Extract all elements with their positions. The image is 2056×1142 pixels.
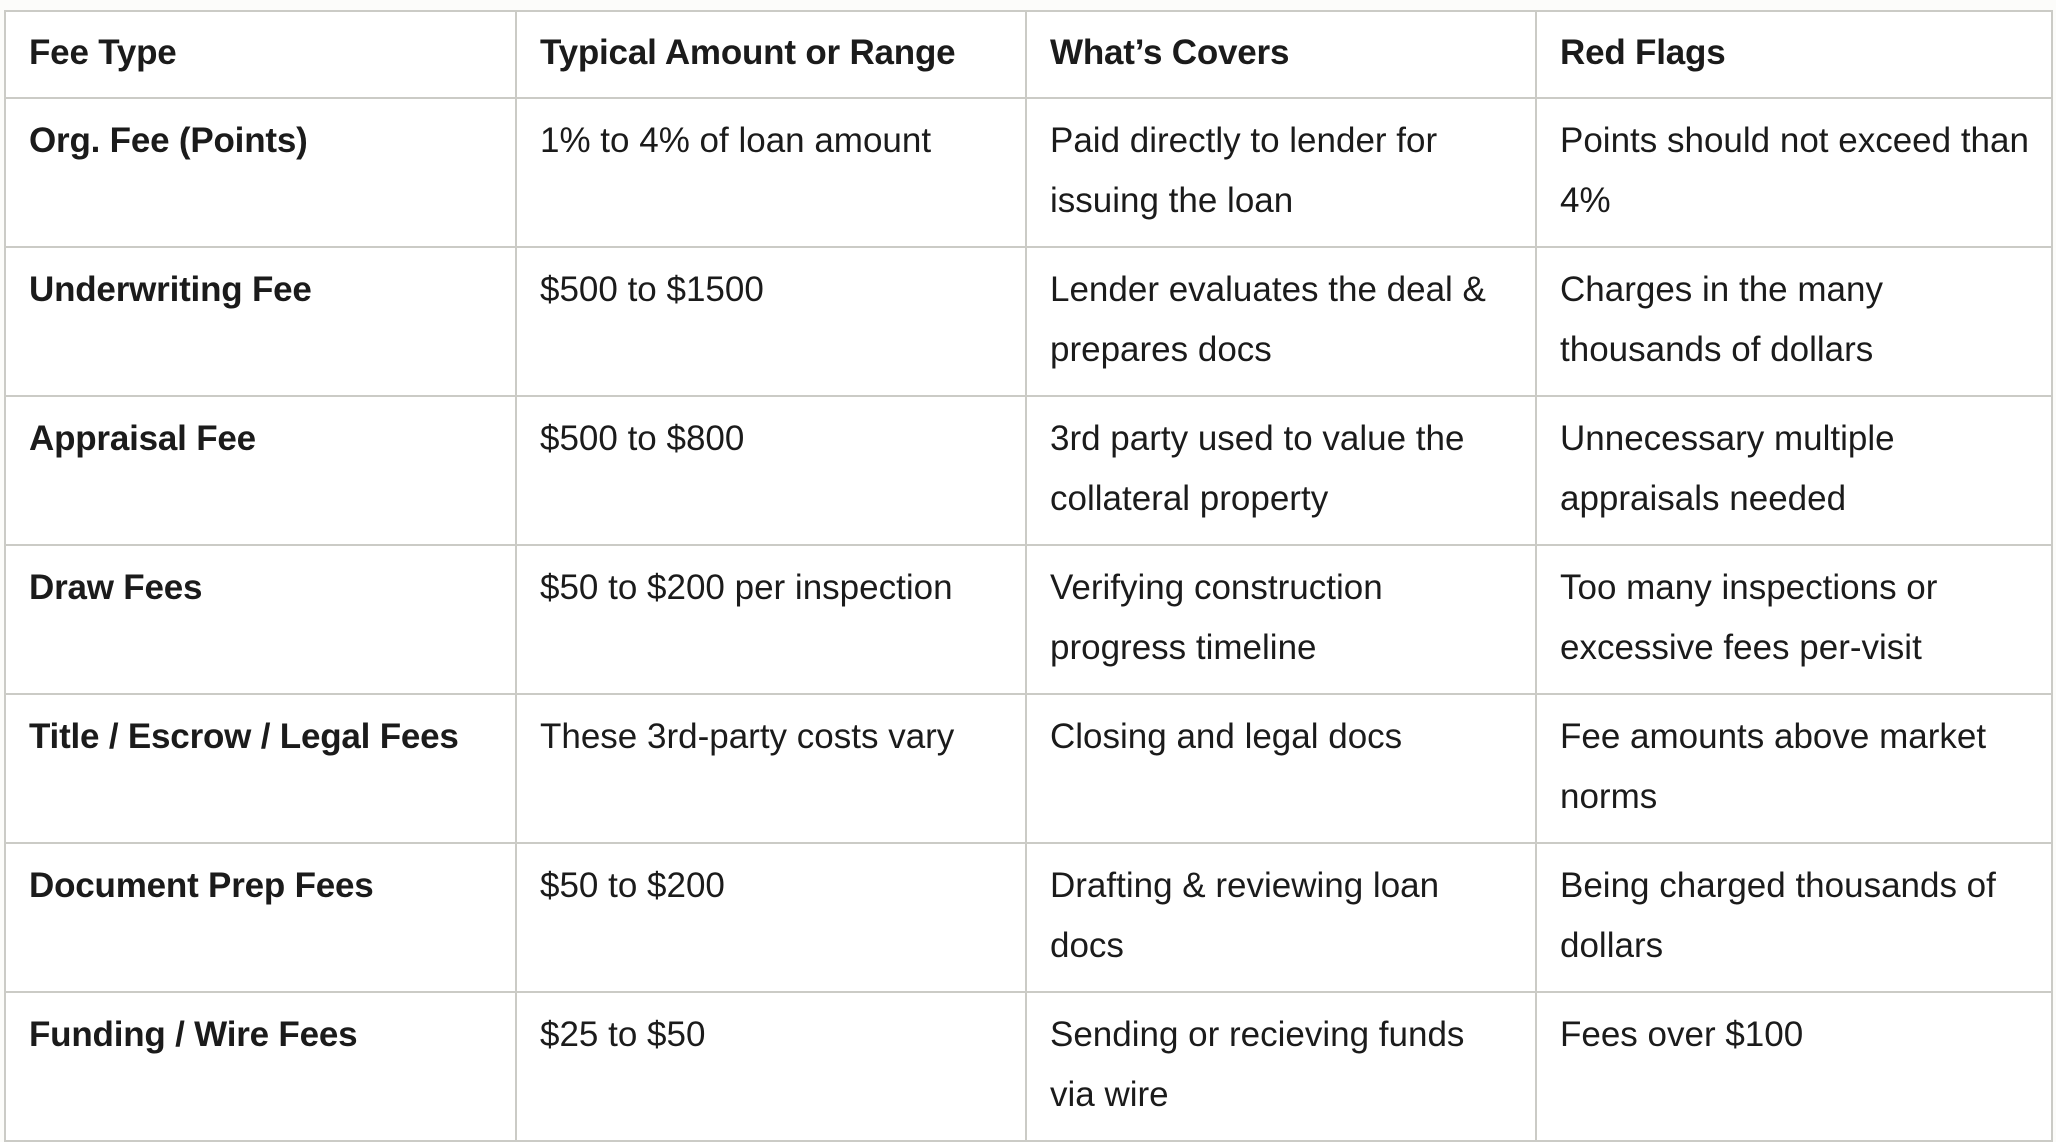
cell-amount: $500 to $1500 — [516, 247, 1026, 396]
cell-red-flags: Points should not exceed than 4% — [1536, 98, 2052, 247]
table-row — [5, 992, 2052, 1141]
cell-amount: $50 to $200 per inspection — [516, 545, 1026, 694]
cell-covers: Paid directly to lender for issuing the loan — [1026, 98, 1536, 247]
loan-fees-table — [4, 10, 2053, 1142]
table-row — [5, 545, 2052, 694]
header-fee-type: Fee Type — [5, 11, 516, 98]
cell-amount: These 3rd-party costs vary — [516, 694, 1026, 843]
cell-fee-type: Underwriting Fee — [5, 247, 516, 396]
table-row — [5, 396, 2052, 545]
cell-red-flags: Fees over $100 — [1536, 992, 2052, 1141]
cell-fee-type: Appraisal Fee — [5, 396, 516, 545]
header-whats-covers: What’s Covers — [1026, 11, 1536, 98]
cell-covers: Drafting & reviewing loan docs — [1026, 843, 1536, 992]
table-row — [5, 843, 2052, 992]
cell-covers: Sending or recieving funds via wire — [1026, 992, 1536, 1141]
cell-red-flags: Being charged thousands of dollars — [1536, 843, 2052, 992]
cell-fee-type: Document Prep Fees — [5, 843, 516, 992]
cell-covers: Verifying construction progress timeline — [1026, 545, 1536, 694]
fee-table-container — [4, 10, 2053, 1142]
cell-fee-type: Org. Fee (Points) — [5, 98, 516, 247]
cell-fee-type: Draw Fees — [5, 545, 516, 694]
header-red-flags: Red Flags — [1536, 11, 2052, 98]
cell-amount: $500 to $800 — [516, 396, 1026, 545]
cell-covers: Closing and legal docs — [1026, 694, 1536, 843]
cell-fee-type: Title / Escrow / Legal Fees — [5, 694, 516, 843]
cell-covers: Lender evaluates the deal & prepares docs — [1026, 247, 1536, 396]
table-row — [5, 247, 2052, 396]
cell-amount: $25 to $50 — [516, 992, 1026, 1141]
cell-red-flags: Unnecessary multiple appraisals needed — [1536, 396, 2052, 545]
table-row — [5, 98, 2052, 247]
table-row — [5, 694, 2052, 843]
cell-covers: 3rd party used to value the collateral property — [1026, 396, 1536, 545]
header-row — [5, 11, 2052, 98]
cell-red-flags: Too many inspections or excessive fees per-visit — [1536, 545, 2052, 694]
cell-red-flags: Charges in the many thousands of dollars — [1536, 247, 2052, 396]
header-typical-amount: Typical Amount or Range — [516, 11, 1026, 98]
cell-fee-type: Funding / Wire Fees — [5, 992, 516, 1141]
cell-amount: 1% to 4% of loan amount — [516, 98, 1026, 247]
table-header — [5, 11, 2052, 98]
table-body — [5, 98, 2052, 1141]
cell-red-flags: Fee amounts above market norms — [1536, 694, 2052, 843]
cell-amount: $50 to $200 — [516, 843, 1026, 992]
